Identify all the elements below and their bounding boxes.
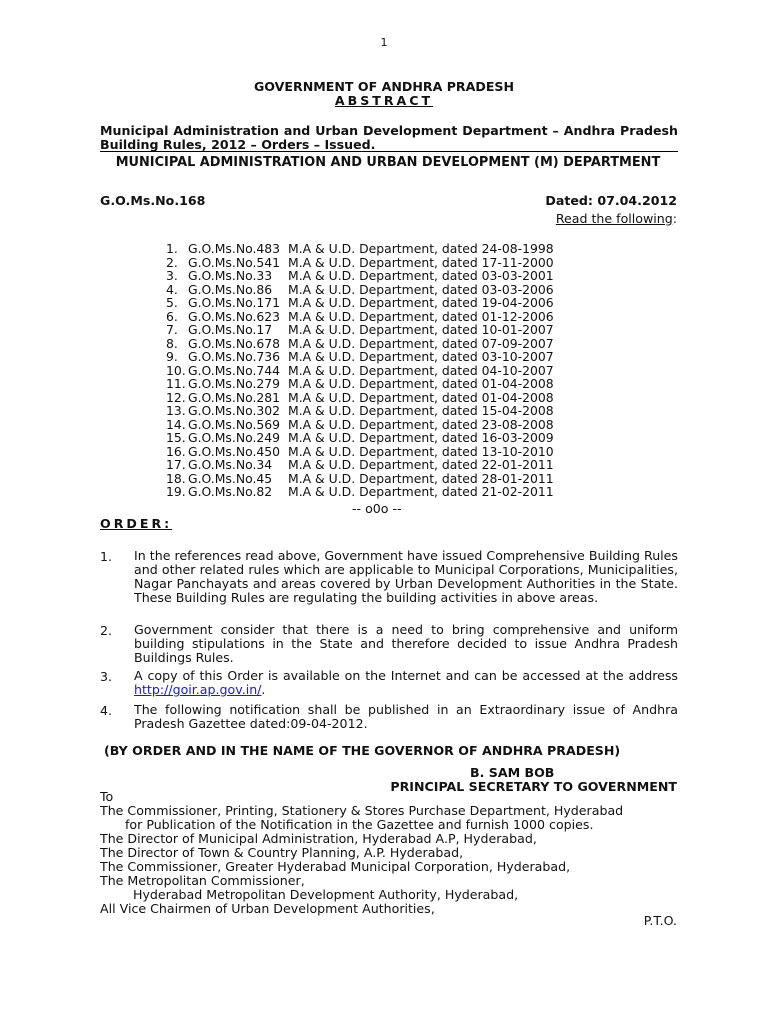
paragraph-number: 1.: [100, 549, 113, 564]
reference-department: M.A & U.D. Department, dated 07-09-2007: [288, 335, 554, 351]
reference-department: M.A & U.D. Department, dated 28-01-2011: [288, 470, 554, 486]
recipient-line: All Vice Chairmen of Urban Development Authorities,: [100, 901, 435, 916]
paragraph-text: In the references read above, Government have issued Comprehensive Building Rules and other related rules which are applicable to Municipal Corporations, Municipalities, Nagar Panchayats and areas covered by Urban Development Authorities in the State. These Building Rules are regulating the building activities in above areas.: [134, 548, 678, 605]
pto-marker: P.T.O.: [643, 913, 677, 928]
page-number: 1: [380, 36, 388, 49]
reference-go: G.O.Ms.No.17: [188, 322, 273, 337]
reference-item: [166, 391, 554, 405]
reference-go: G.O.Ms.No.736: [188, 349, 281, 364]
paragraph-text: [134, 669, 678, 697]
reference-number: 5.: [166, 295, 178, 310]
reference-item: [166, 418, 554, 432]
reference-item: [166, 364, 554, 378]
reference-item: [166, 350, 554, 364]
paragraph-number: 4.: [100, 703, 113, 718]
reference-number: 7.: [166, 322, 178, 337]
reference-number: 4.: [166, 281, 178, 297]
reference-item: [166, 310, 554, 324]
recipient-line: The Commissioner, Greater Hyderabad Municipal Corporation, Hyderabad,: [100, 859, 571, 874]
paragraph-text: Government consider that there is a need to bring comprehensive and uniform building stipulations in the State and therefore decided to issue Andhra Pradesh Buildings Rules.: [134, 622, 678, 665]
reference-item: [166, 283, 554, 297]
goir-link[interactable]: http://goir.ap.gov.in/: [134, 682, 262, 697]
separator: -- o0o --: [352, 501, 402, 516]
reference-go: G.O.Ms.No.450: [188, 443, 281, 459]
order-heading: ORDER:: [100, 516, 173, 531]
reference-go: G.O.Ms.No.744: [188, 362, 281, 378]
reference-item: [166, 404, 554, 418]
reference-number: 1.: [166, 241, 178, 256]
reference-item: [166, 337, 554, 351]
reference-number: 11.: [166, 376, 186, 391]
paragraph-number: 3.: [100, 669, 113, 684]
reference-item: [166, 323, 554, 337]
reference-department: M.A & U.D. Department, dated 01-12-2006: [288, 308, 554, 324]
reference-department: M.A & U.D. Department, dated 03-03-2006: [288, 281, 554, 297]
reference-number: 16.: [166, 443, 186, 459]
reference-go: G.O.Ms.No.483: [188, 241, 281, 256]
paragraph-text: The following notification shall be published in an Extraordinary issue of Andhra Pradesh Gazettee dated:09-04-2012.: [134, 702, 678, 731]
recipient-line: The Commissioner, Printing, Stationery & Stores Purchase Department, Hyderabad: [100, 803, 624, 818]
reference-department: M.A & U.D. Department, dated 04-10-2007: [288, 362, 554, 378]
reference-department: M.A & U.D. Department, dated 16-03-2009: [288, 430, 554, 445]
go-date: Dated: 07.04.2012: [545, 193, 677, 208]
reference-number: 14.: [166, 416, 186, 432]
recipient-line: The Metropolitan Commissioner,: [100, 873, 305, 888]
reference-number: 10.: [166, 362, 186, 378]
reference-go: G.O.Ms.No.623: [188, 308, 281, 324]
reference-department: M.A & U.D. Department, dated 01-04-2008: [288, 389, 554, 405]
horizontal-rule: [100, 151, 678, 152]
reference-number: 12.: [166, 389, 186, 405]
reference-department: M.A & U.D. Department, dated 03-10-2007: [288, 349, 554, 364]
reference-department: M.A & U.D. Department, dated 24-08-1998: [288, 241, 554, 256]
reference-number: 3.: [166, 268, 178, 283]
read-following-label: Read the following: [555, 211, 673, 226]
reference-go: G.O.Ms.No.86: [188, 281, 273, 297]
reference-item: [166, 472, 554, 486]
reference-department: M.A & U.D. Department, dated 22-01-2011: [288, 457, 554, 472]
reference-number: 8.: [166, 335, 178, 351]
reference-go: G.O.Ms.No.678: [188, 335, 281, 351]
reference-number: 9.: [166, 349, 178, 364]
reference-item: [166, 242, 554, 256]
reference-department: M.A & U.D. Department, dated 03-03-2001: [288, 268, 554, 283]
signatory-name: B. SAM BOB: [470, 765, 555, 780]
reference-department: M.A & U.D. Department, dated 23-08-2008: [288, 416, 554, 432]
reference-number: 19.: [166, 484, 186, 499]
reference-department: M.A & U.D. Department, dated 19-04-2006: [288, 295, 554, 310]
recipient-line: The Director of Town & Country Planning, A.P. Hyderabad,: [100, 845, 464, 860]
reference-number: 13.: [166, 403, 186, 418]
reference-go: G.O.Ms.No.33: [188, 268, 273, 283]
recipient-line: for Publication of the Notification in the Gazettee and furnish 1000 copies.: [125, 817, 594, 832]
recipient-line: Hyderabad Metropolitan Development Authority, Hyderabad,: [133, 887, 519, 902]
reference-go: G.O.Ms.No.302: [188, 403, 281, 418]
reference-go: G.O.Ms.No.82: [188, 484, 273, 499]
signatory-title: PRINCIPAL SECRETARY TO GOVERNMENT: [390, 779, 677, 794]
reference-department: M.A & U.D. Department, dated 15-04-2008: [288, 403, 554, 418]
reference-go: G.O.Ms.No.569: [188, 416, 281, 432]
reference-item: [166, 269, 554, 283]
reference-go: G.O.Ms.No.34: [188, 457, 273, 472]
reference-go: G.O.Ms.No.171: [188, 295, 281, 310]
reference-department: M.A & U.D. Department, dated 13-10-2010: [288, 443, 554, 459]
go-number: G.O.Ms.No.168: [100, 193, 206, 208]
reference-go: G.O.Ms.No.281: [188, 389, 281, 405]
reference-number: 2.: [166, 254, 178, 270]
reference-department: M.A & U.D. Department, dated 10-01-2007: [288, 322, 554, 337]
abstract-heading: ABSTRACT: [334, 93, 434, 108]
read-following: Read the following:: [555, 211, 677, 226]
department-heading: MUNICIPAL ADMINISTRATION AND URBAN DEVELOPMENT (M) DEPARTMENT: [115, 155, 661, 170]
reference-go: G.O.Ms.No.541: [188, 254, 281, 270]
reference-number: 18.: [166, 470, 186, 486]
paragraph-number: 2.: [100, 623, 113, 638]
reference-go: G.O.Ms.No.45: [188, 470, 273, 486]
reference-item: [166, 458, 554, 472]
to-label: To: [100, 789, 114, 804]
reference-item: [166, 377, 554, 391]
reference-item: [166, 256, 554, 270]
reference-go: G.O.Ms.No.279: [188, 376, 281, 391]
reference-number: 15.: [166, 430, 186, 445]
reference-item: [166, 431, 554, 445]
reference-item: [166, 485, 554, 499]
reference-item: [166, 445, 554, 459]
reference-item: [166, 296, 554, 310]
reference-department: M.A & U.D. Department, dated 17-11-2000: [288, 254, 554, 270]
reference-number: 6.: [166, 308, 178, 324]
reference-department: M.A & U.D. Department, dated 21-02-2011: [288, 484, 554, 499]
by-order-line: (BY ORDER AND IN THE NAME OF THE GOVERNOR OF ANDHRA PRADESH): [104, 743, 621, 758]
paragraph-text-after-link: .: [261, 682, 266, 697]
reference-go: G.O.Ms.No.249: [188, 430, 281, 445]
reference-number: 17.: [166, 457, 186, 472]
subject-line: Municipal Administration and Urban Development Department – Andhra Pradesh Building Rules, 2012 – Orders – Issued.: [100, 123, 678, 152]
references-list: [166, 242, 554, 499]
government-title: GOVERNMENT OF ANDHRA PRADESH: [253, 79, 515, 94]
reference-department: M.A & U.D. Department, dated 01-04-2008: [288, 376, 554, 391]
recipient-line: The Director of Municipal Administration, Hyderabad A.P, Hyderabad,: [100, 831, 537, 846]
paragraph-text-before-link: A copy of this Order is available on the Internet and can be accessed at the address: [134, 668, 678, 683]
